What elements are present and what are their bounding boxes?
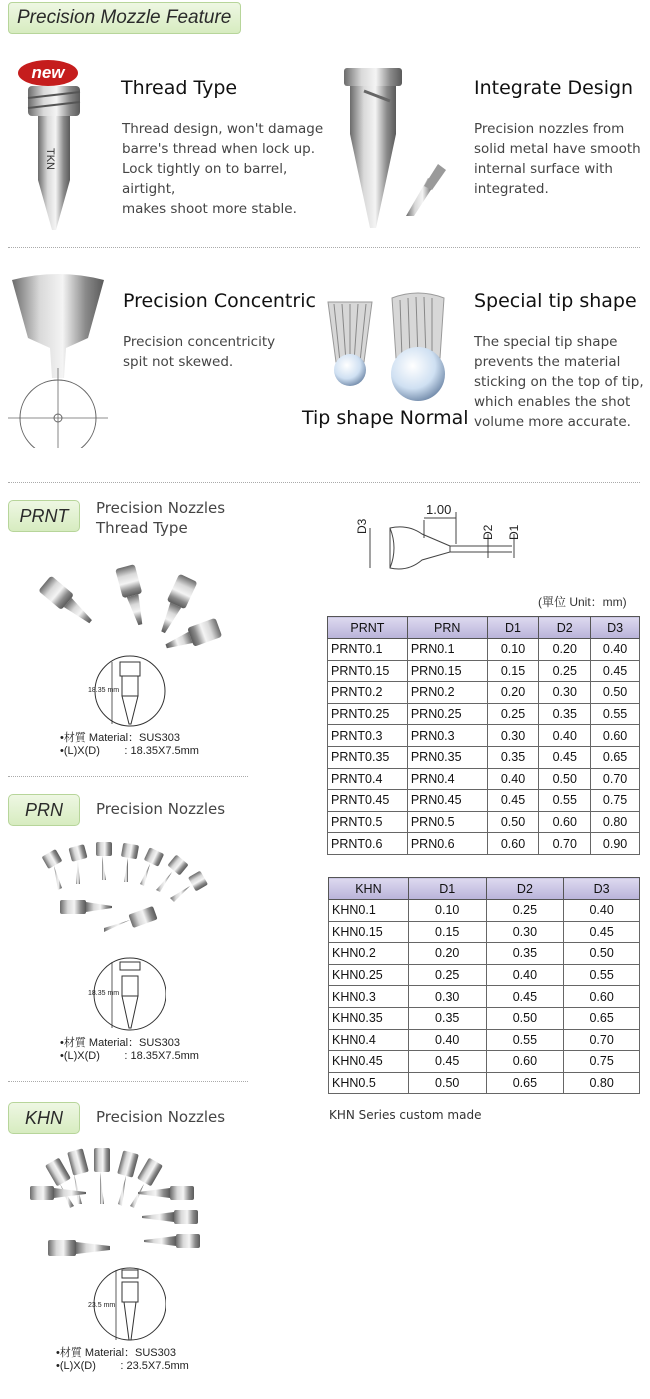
table-cell: PRN0.6 [407, 833, 487, 855]
table-cell: 0.45 [487, 790, 539, 812]
table-row [329, 1051, 640, 1073]
table-cell: 0.60 [486, 1051, 564, 1073]
table-cell: KHN0.3 [329, 986, 409, 1008]
table-cell: 0.60 [564, 986, 640, 1008]
column-header: D1 [408, 878, 486, 900]
table-cell: 0.40 [486, 964, 564, 986]
table-row [328, 639, 640, 661]
table-row [328, 768, 640, 790]
table-row [328, 682, 640, 704]
series-badge-prn: PRN [8, 794, 80, 826]
feature-title-integrate-design: Integrate Design [474, 77, 634, 99]
table-cell: 0.75 [591, 790, 640, 812]
prn-nozzles-image [40, 840, 220, 940]
table-cell: PRN0.3 [407, 725, 487, 747]
table-cell: 0.20 [408, 943, 486, 965]
table-cell: 0.70 [539, 833, 591, 855]
table-cell: PRNT0.6 [328, 833, 408, 855]
series-badge-khn: KHN [8, 1102, 80, 1134]
series-divider [8, 1081, 248, 1082]
table-cell: KHN0.35 [329, 1007, 409, 1029]
feature-text-thread-type: Thread design, won't damage barre's thread when lock up. Lock tightly on to barrel, airtight, makes shoot more stable. [122, 121, 324, 217]
feature-text-integrate-design: Precision nozzles from solid metal have smooth internal surface with integrated. [474, 121, 641, 197]
feature-text-special-tip-shape: The special tip shape prevents the material sticking on the top of tip, which enables the shot volume more accurate. [474, 334, 644, 430]
feature-title-special-tip-shape: Special tip shape [474, 290, 637, 312]
table-cell: PRN0.25 [407, 703, 487, 725]
table-cell: 0.65 [591, 746, 640, 768]
table-cell: KHN0.5 [329, 1072, 409, 1094]
series-divider [8, 776, 248, 777]
table-cell: KHN0.15 [329, 921, 409, 943]
table-cell: 0.35 [408, 1007, 486, 1029]
prn-material: •材質 Material：SUS303 [60, 1037, 181, 1049]
table-cell: PRNT0.45 [328, 790, 408, 812]
table-cell: 0.10 [487, 639, 539, 661]
table-cell: KHN0.25 [329, 964, 409, 986]
table-cell: KHN0.45 [329, 1051, 409, 1073]
table-cell: 0.35 [539, 703, 591, 725]
integrated-nozzle-image [328, 66, 453, 236]
table-cell: 0.40 [564, 900, 640, 922]
table-row [329, 986, 640, 1008]
table-cell: 0.20 [487, 682, 539, 704]
table-cell: 0.60 [487, 833, 539, 855]
khn-note: KHN Series custom made [329, 1108, 482, 1122]
table-cell: PRNT0.3 [328, 725, 408, 747]
khn-material: •材質 Material：SUS303 [56, 1347, 177, 1359]
table-row [329, 1072, 640, 1094]
feature-text-precision-concentric: Precision concentricity spit not skewed. [123, 334, 276, 370]
table-cell: 0.70 [564, 1029, 640, 1051]
tip-caption: Tip shape Normal [302, 407, 469, 429]
column-header: KHN [329, 878, 409, 900]
table-cell: 0.50 [487, 811, 539, 833]
diagram-dim-length: 1.00 [426, 502, 452, 517]
section-divider [8, 482, 640, 483]
table-cell: 0.25 [487, 703, 539, 725]
table-cell: 0.45 [564, 921, 640, 943]
table-cell: 0.15 [487, 660, 539, 682]
table-row [328, 833, 640, 855]
table-cell: 0.65 [486, 1072, 564, 1094]
table-cell: PRN0.45 [407, 790, 487, 812]
table-cell: 0.55 [564, 964, 640, 986]
prnt-size: •(L)X(D) : 18.35X7.5mm [60, 745, 199, 757]
section-divider [8, 247, 640, 248]
table-cell: PRNT0.15 [328, 660, 408, 682]
table-cell: 0.50 [564, 943, 640, 965]
unit-label: (單位 Unit：mm) [538, 595, 627, 609]
concentric-image [8, 268, 108, 448]
table-cell: 0.40 [591, 639, 640, 661]
table-cell: 0.55 [486, 1029, 564, 1051]
series-title-prnt: Precision Nozzles Thread Type [96, 499, 226, 537]
table-cell: 0.90 [591, 833, 640, 855]
table-row [329, 1029, 640, 1051]
page-title: Precision Mozzle Feature [8, 2, 241, 34]
khn-nozzles-image [30, 1146, 200, 1272]
table-header-row [328, 617, 640, 639]
column-header: PRN [407, 617, 487, 639]
diagram-d1-label: D1 [507, 524, 521, 540]
table-cell: 0.40 [487, 768, 539, 790]
table-cell: 0.40 [408, 1029, 486, 1051]
table-cell: 0.50 [486, 1007, 564, 1029]
table-cell: 0.65 [564, 1007, 640, 1029]
feature-title-thread-type: Thread Type [121, 77, 238, 99]
table-cell: 0.25 [486, 900, 564, 922]
diagram-d3-label: D3 [355, 518, 369, 534]
feature-title-precision-concentric: Precision Concentric [123, 290, 316, 312]
tip-shape-image [322, 292, 462, 402]
table-cell: 0.40 [539, 725, 591, 747]
table-cell: KHN0.4 [329, 1029, 409, 1051]
table-cell: 0.80 [591, 811, 640, 833]
table-cell: PRN0.5 [407, 811, 487, 833]
khn-size: •(L)X(D) : 23.5X7.5mm [56, 1360, 189, 1372]
prnt-length-label: 18.35 mm [88, 687, 120, 694]
table-cell: 0.35 [487, 746, 539, 768]
table-cell: 0.50 [591, 682, 640, 704]
table-row [329, 921, 640, 943]
table-cell: 0.45 [539, 746, 591, 768]
table-cell: PRNT0.25 [328, 703, 408, 725]
nozzle-dimension-diagram [352, 498, 528, 586]
prnt-nozzles-image [30, 556, 230, 656]
table-cell: 0.20 [539, 639, 591, 661]
khn-length-label: 23.5 mm [88, 1302, 116, 1309]
column-header: D1 [487, 617, 539, 639]
table-cell: 0.45 [408, 1051, 486, 1073]
table-cell: PRN0.15 [407, 660, 487, 682]
series-title-khn: Precision Nozzles [96, 1108, 226, 1126]
prn-length-label: 18.35 mm [88, 990, 120, 997]
table-cell: 0.60 [591, 725, 640, 747]
table-row [328, 811, 640, 833]
prnt-material: •材質 Material：SUS303 [60, 732, 181, 744]
table-cell: 0.75 [564, 1051, 640, 1073]
table-cell: PRN0.2 [407, 682, 487, 704]
table-cell: PRNT0.35 [328, 746, 408, 768]
series-badge-prnt: PRNT [8, 500, 80, 532]
table-row [328, 660, 640, 682]
table-cell: PRN0.1 [407, 639, 487, 661]
table-row [329, 964, 640, 986]
column-header: D2 [539, 617, 591, 639]
diagram-d2-label: D2 [481, 524, 495, 540]
table-row [328, 703, 640, 725]
table-cell: PRNT0.2 [328, 682, 408, 704]
table-cell: 0.80 [564, 1072, 640, 1094]
table-cell: 0.15 [408, 921, 486, 943]
table-cell: 0.45 [486, 986, 564, 1008]
table-row [328, 746, 640, 768]
table-cell: 0.25 [408, 964, 486, 986]
column-header: PRNT [328, 617, 408, 639]
prnt-prn-table [327, 616, 640, 855]
table-cell: 0.35 [486, 943, 564, 965]
column-header: D3 [564, 878, 640, 900]
table-row [329, 900, 640, 922]
table-row [328, 725, 640, 747]
table-cell: KHN0.2 [329, 943, 409, 965]
table-row [329, 943, 640, 965]
table-cell: 0.10 [408, 900, 486, 922]
table-cell: 0.30 [408, 986, 486, 1008]
table-cell: 0.60 [539, 811, 591, 833]
table-row [329, 1007, 640, 1029]
table-cell: 0.50 [539, 768, 591, 790]
table-cell: 0.30 [487, 725, 539, 747]
table-cell: 0.30 [486, 921, 564, 943]
table-cell: 0.50 [408, 1072, 486, 1094]
thread-mark: TKN [44, 148, 56, 170]
series-title-prn: Precision Nozzles [96, 800, 226, 818]
table-cell: PRN0.35 [407, 746, 487, 768]
prn-size: •(L)X(D) : 18.35X7.5mm [60, 1050, 199, 1062]
table-row [328, 790, 640, 812]
table-cell: PRNT0.5 [328, 811, 408, 833]
table-cell: PRNT0.4 [328, 768, 408, 790]
khn-table [328, 877, 640, 1094]
new-badge: new [18, 60, 78, 86]
table-cell: 0.70 [591, 768, 640, 790]
table-cell: 0.45 [591, 660, 640, 682]
table-cell: PRNT0.1 [328, 639, 408, 661]
table-cell: 0.55 [591, 703, 640, 725]
table-cell: 0.55 [539, 790, 591, 812]
table-cell: PRN0.4 [407, 768, 487, 790]
table-cell: 0.30 [539, 682, 591, 704]
column-header: D2 [486, 878, 564, 900]
column-header: D3 [591, 617, 640, 639]
table-cell: KHN0.1 [329, 900, 409, 922]
table-header-row [329, 878, 640, 900]
table-cell: 0.25 [539, 660, 591, 682]
